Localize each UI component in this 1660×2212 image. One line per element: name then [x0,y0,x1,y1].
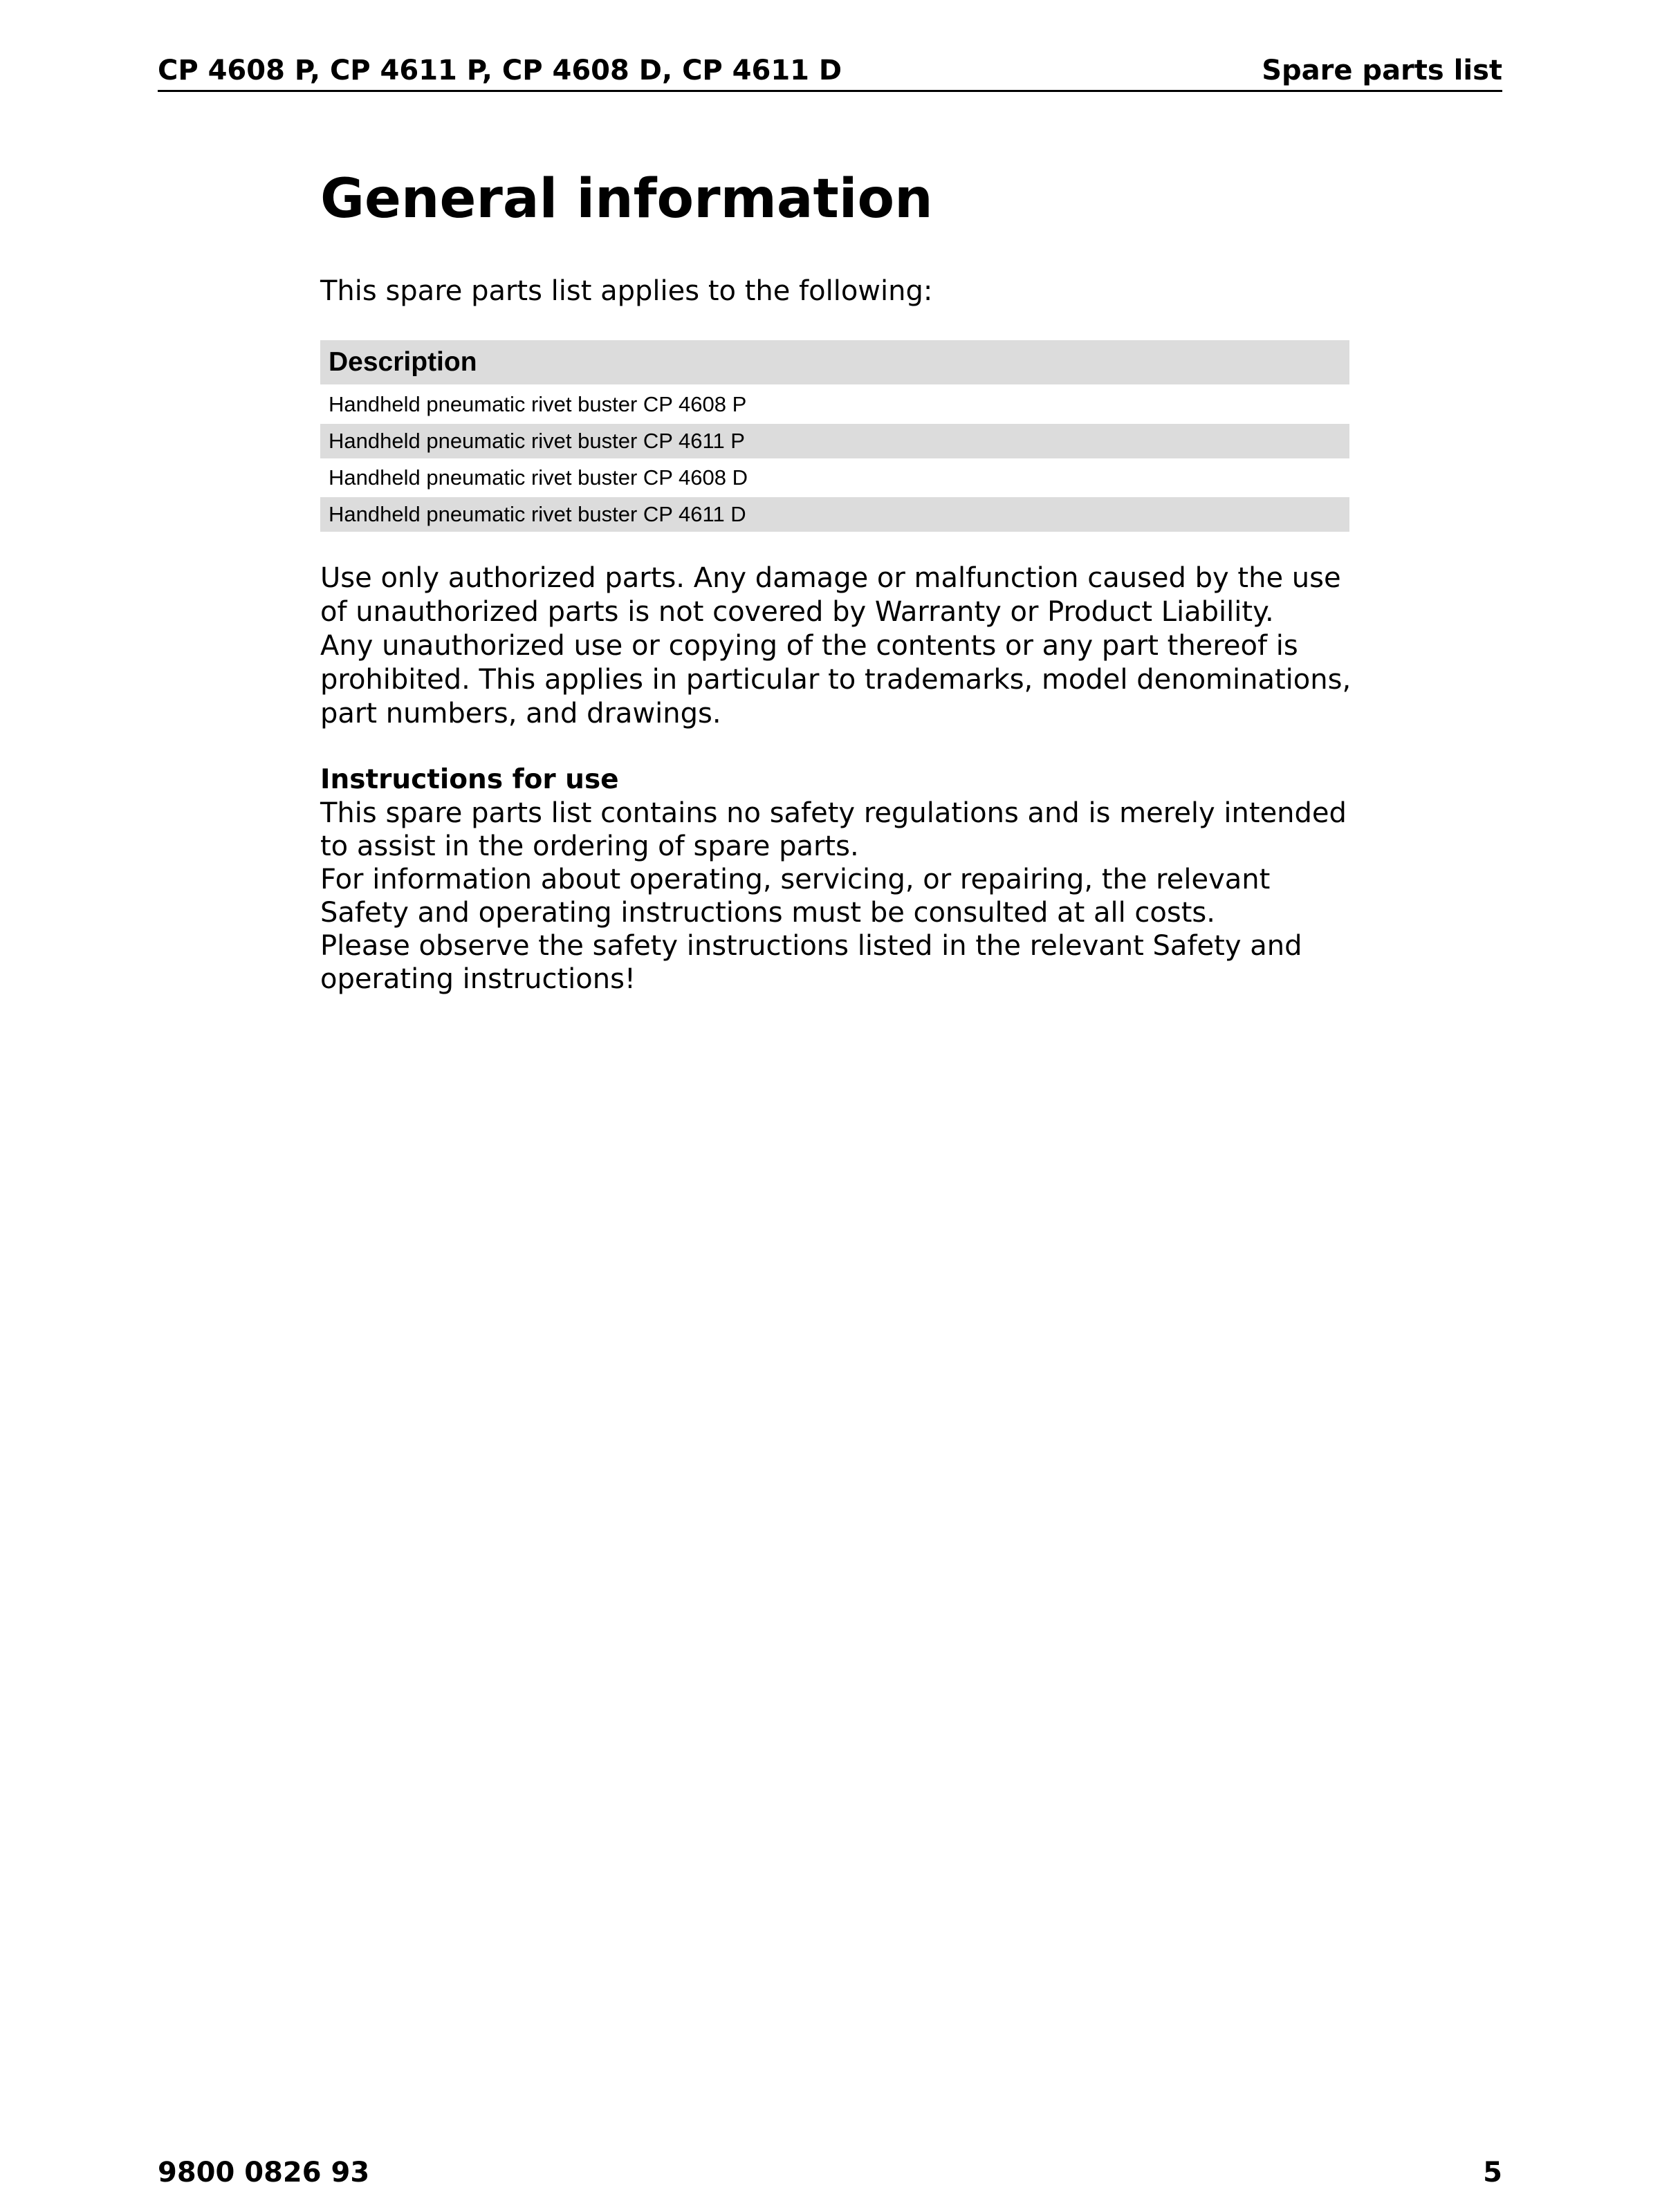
main-content [320,158,1358,996]
table-cell: Handheld pneumatic rivet buster CP 4608 D [320,460,1349,496]
table-row [320,460,1349,496]
page-number: 5 [1483,2157,1502,2188]
document-number: 9800 0826 93 [158,2157,370,2188]
parts-notice [320,561,1358,731]
paragraph: For information about operating, servicing, or repairing, the relevant Safety and operating instructions must be consulted at all costs. [320,864,1271,929]
table-cell: Handheld pneumatic rivet buster CP 4611 P [320,423,1349,460]
header-models: CP 4608 P, CP 4611 P, CP 4608 D, CP 4611 D [158,55,842,86]
table-header-row [320,340,1349,386]
paragraph: This spare parts list contains no safety regulations and is merely intended to assist in the ordering of spare parts. [320,797,1347,862]
instructions-heading: Instructions for use [320,764,619,795]
table-header-description: Description [320,340,1349,386]
table-row [320,423,1349,460]
paragraph: Please observe the safety instructions listed in the relevant Safety and operating instructions! [320,930,1302,995]
table-cell: Handheld pneumatic rivet buster CP 4611 D [320,496,1349,533]
header-section: Spare parts list [1262,55,1502,86]
intro-text: This spare parts list applies to the following: [320,275,933,307]
page-title: General information [320,168,933,230]
table-row [320,386,1349,423]
page-header [158,51,1502,92]
instructions-body [320,797,1358,996]
paragraph: Use only authorized parts. Any damage or malfunction caused by the use of unauthorized parts is not covered by Warranty or Product Liability. [320,562,1341,628]
table-row [320,496,1349,533]
table-cell: Handheld pneumatic rivet buster CP 4608 P [320,386,1349,423]
paragraph: Any unauthorized use or copying of the contents or any part thereof is prohibited. This applies in particular to trademarks, model denominations, part numbers, and drawings. [320,630,1352,729]
models-table [320,340,1349,534]
